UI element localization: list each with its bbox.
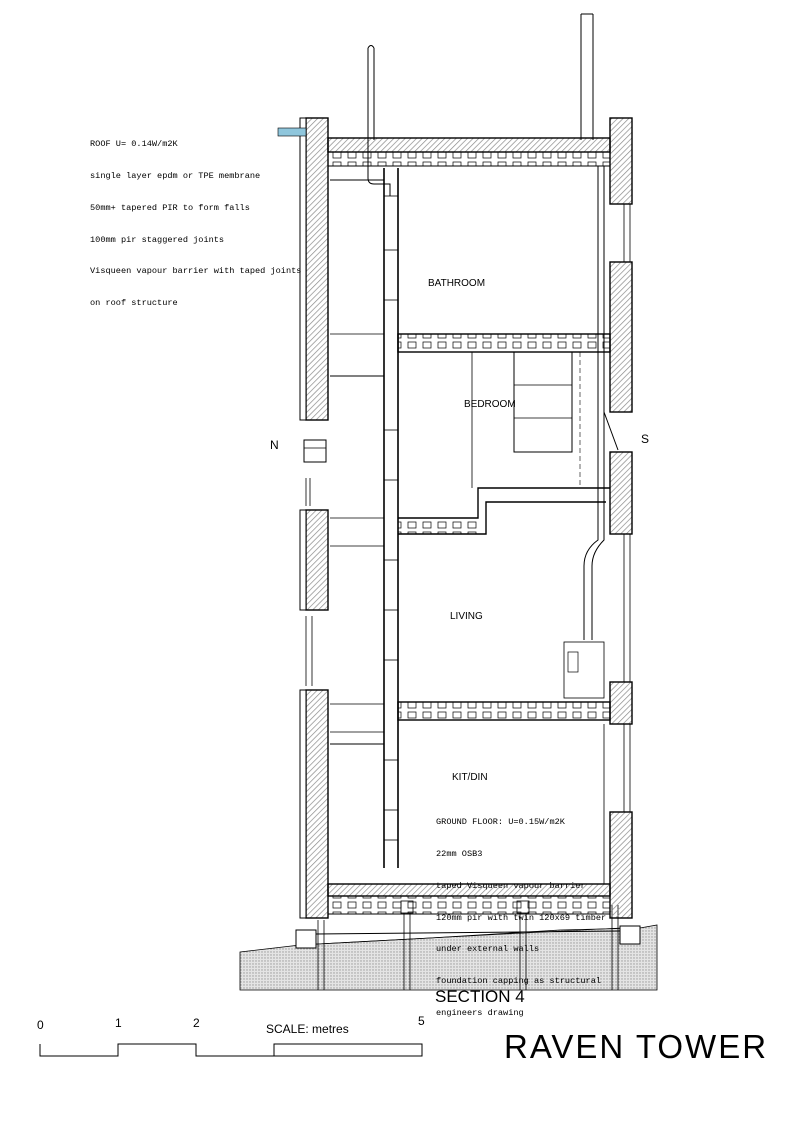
roof-note-line-5: Visqueen vapour barrier with taped joints bbox=[90, 266, 302, 277]
section-title: SECTION 4 bbox=[435, 987, 525, 1006]
scale-label: SCALE: metres bbox=[266, 1022, 349, 1036]
roof-note-line-6: on roof structure bbox=[90, 298, 178, 309]
ground-note-line-1: GROUND FLOOR: U=0.15W/m2K bbox=[436, 817, 565, 828]
ground-note-line-6: foundation capping as structural bbox=[436, 976, 602, 987]
roof-note-line-2: single layer epdm or TPE membrane bbox=[90, 170, 261, 181]
roof-note-line-3: 50mm+ tapered PIR to form falls bbox=[90, 202, 250, 213]
ground-note-line-7: engineers drawing bbox=[436, 1007, 524, 1018]
project-title: RAVEN TOWER bbox=[504, 1028, 769, 1065]
roof-note-line-1: ROOF U= 0.14W/m2K bbox=[90, 139, 178, 150]
ground-note-line-2: 22mm OSB3 bbox=[436, 848, 483, 859]
south-label: S bbox=[641, 432, 650, 446]
roof-note-line-4: 100mm pir staggered joints bbox=[90, 234, 225, 245]
ground-note-line-5: under external walls bbox=[436, 944, 540, 955]
scale-tick-2: 2 bbox=[193, 1016, 200, 1030]
room-label-living: LIVING bbox=[450, 611, 483, 622]
room-label-kitdin: KIT/DIN bbox=[452, 772, 488, 783]
ground-note-line-4: 120mm pir with twin 120x69 timber bbox=[436, 912, 607, 923]
room-label-bedroom: BEDROOM bbox=[464, 399, 516, 410]
north-label: N bbox=[270, 438, 279, 452]
scale-tick-1: 1 bbox=[115, 1016, 122, 1030]
scale-tick-5: 5 bbox=[418, 1014, 425, 1028]
room-label-bathroom: BATHROOM bbox=[428, 278, 486, 289]
ground-note-line-3: taped Visqueen vapour barrier bbox=[436, 880, 586, 891]
scale-tick-0: 0 bbox=[37, 1018, 44, 1032]
